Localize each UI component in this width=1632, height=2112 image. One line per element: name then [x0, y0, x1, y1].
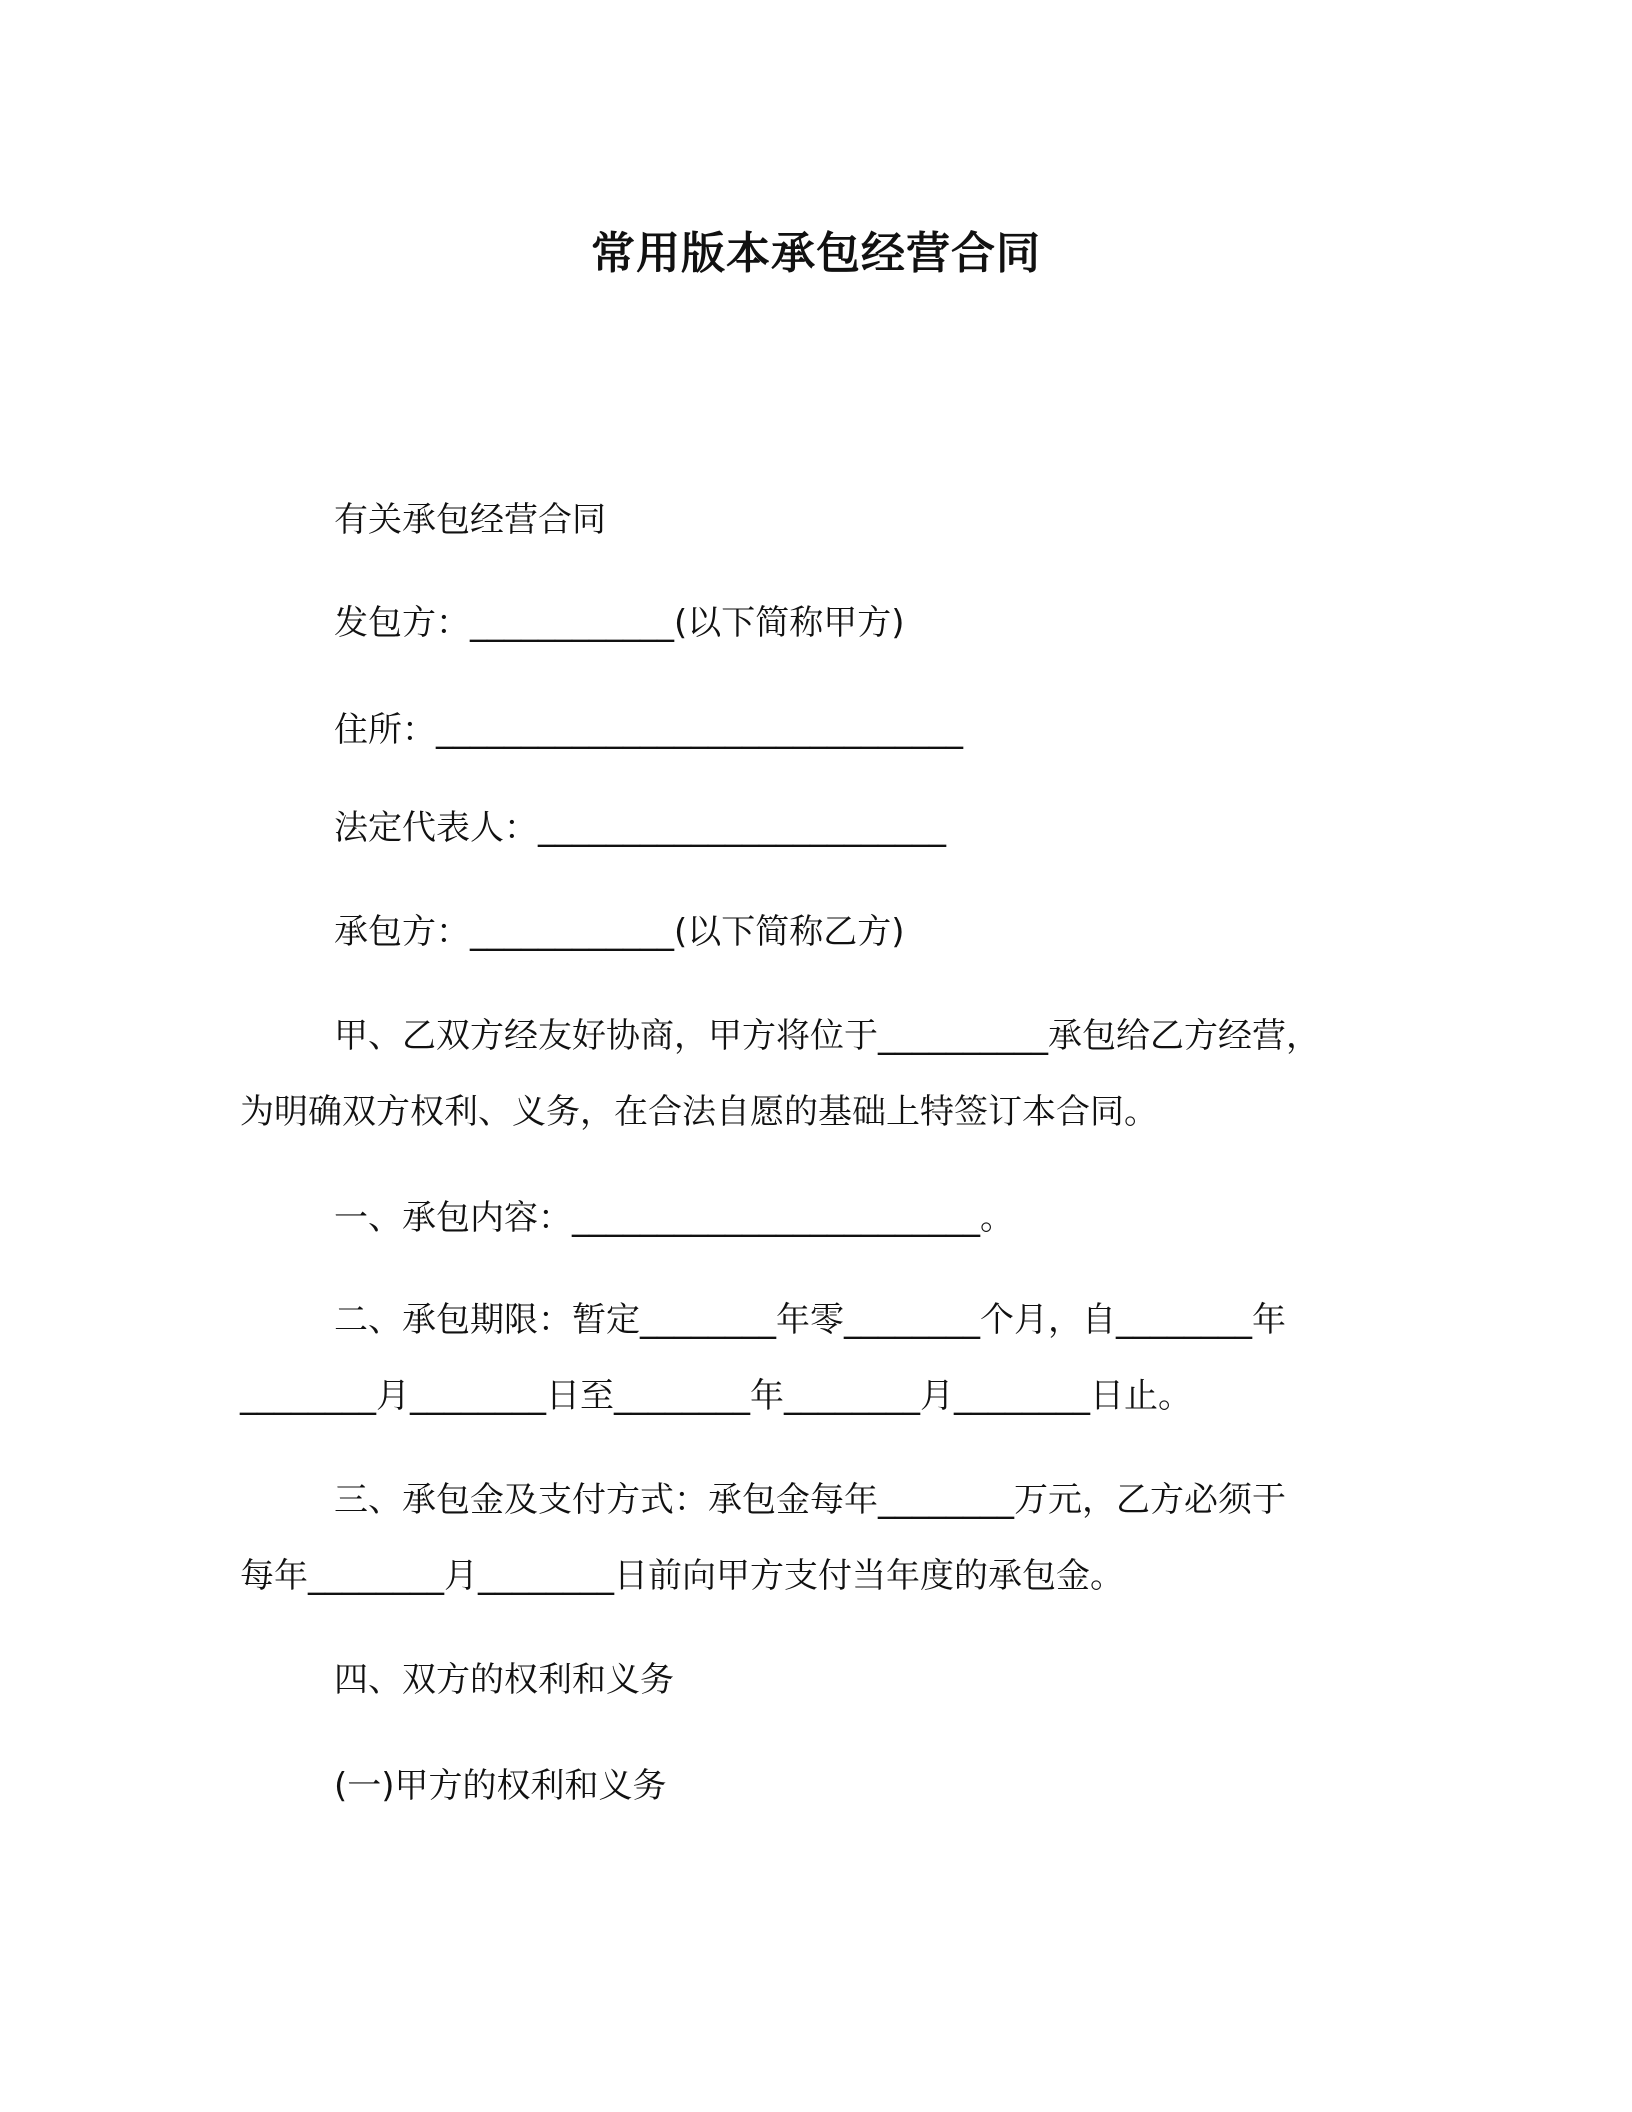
contract-subtitle: 有关承包经营合同: [334, 500, 606, 540]
address-line: 住所：_______________________________: [334, 710, 963, 750]
document-title: 常用版本承包经营合同: [591, 228, 1041, 279]
clause-3-payment-line-1: 三、承包金及支付方式：承包金每年________万元，乙方必须于: [334, 1480, 1286, 1520]
intro-paragraph-line-1: 甲、乙双方经友好协商，甲方将位于__________承包给乙方经营，: [334, 1016, 1320, 1056]
clause-4-subheading-party-a: (一)甲方的权利和义务: [334, 1766, 667, 1806]
clause-4-heading: 四、双方的权利和义务: [334, 1660, 674, 1700]
clause-2-term-line-1: 二、承包期限：暂定________年零________个月，自________年: [334, 1300, 1286, 1340]
clause-2-term-line-2: ________月________日至________年________月________日止。: [240, 1376, 1192, 1416]
clause-1-content: 一、承包内容：________________________。: [334, 1198, 1014, 1238]
contractor-issuer-line: 发包方：____________(以下简称甲方): [334, 603, 905, 643]
legal-representative-line: 法定代表人：________________________: [334, 808, 946, 848]
intro-paragraph-line-2: 为明确双方权利、义务，在合法自愿的基础上特签订本合同。: [240, 1092, 1158, 1132]
clause-3-payment-line-2: 每年________月________日前向甲方支付当年度的承包金。: [240, 1556, 1124, 1596]
contractor-line: 承包方：____________(以下简称乙方): [334, 912, 905, 952]
